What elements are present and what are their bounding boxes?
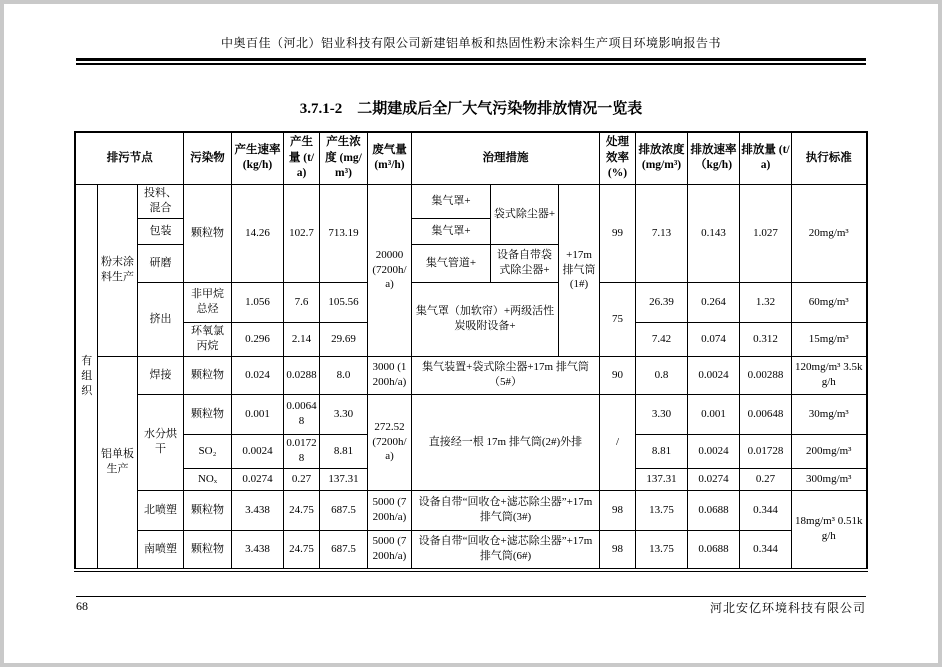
- cell-gen-rate: 3.438: [231, 530, 283, 570]
- cell-pollutant: 环氧氯丙烷: [183, 322, 231, 356]
- cell-gen-rate: 0.0274: [231, 468, 283, 490]
- cell-gen-rate: 1.056: [231, 282, 283, 322]
- cell-emis-amount: 0.27: [740, 468, 792, 490]
- cell-emis-amount: 1.027: [740, 184, 792, 282]
- cell-gas-volume: 5000 (7200h/a): [367, 530, 411, 570]
- cell-emis-rate: 0.074: [688, 322, 740, 356]
- col-header-gen-conc: 产生浓度 (mg/m³): [319, 132, 367, 184]
- cell-gen-amount: 24.75: [283, 490, 319, 530]
- cell-gen-conc: 713.19: [319, 184, 367, 282]
- table-row: [75, 394, 866, 434]
- group-powder-coating: 粉末涂料生产: [97, 184, 137, 356]
- cell-emis-rate: 0.001: [688, 394, 740, 434]
- cell-node: 挤出: [137, 282, 183, 356]
- cell-gen-amount: 102.7: [283, 184, 319, 282]
- cell-gen-conc: 687.5: [319, 530, 367, 570]
- cell-gen-amount: 24.75: [283, 530, 319, 570]
- cell-emis-rate: 0.0024: [688, 356, 740, 394]
- cell-gen-conc: 3.30: [319, 394, 367, 434]
- cell-gen-amount: 0.27: [283, 468, 319, 490]
- cell-treatment-2: 设备自带袋式除尘器+: [490, 244, 558, 282]
- cell-gen-rate: 0.001: [231, 394, 283, 434]
- cell-treatment: 设备自带“回收仓+滤芯除尘器”+17m 排气筒(3#): [411, 490, 599, 530]
- cell-emis-amount: 0.344: [740, 530, 792, 570]
- cell-gen-conc: 8.0: [319, 356, 367, 394]
- col-header-treatment: 治理措施: [411, 132, 599, 184]
- col-header-emis-conc: 排放浓度 (mg/m³): [636, 132, 688, 184]
- footer-company-name: 河北安亿环境科技有限公司: [709, 601, 866, 615]
- cell-pollutant: 颗粒物: [183, 530, 231, 570]
- cell-node: 水分烘干: [137, 394, 183, 490]
- cell-emis-conc: 0.8: [636, 356, 688, 394]
- cell-gen-amount: 2.14: [283, 322, 319, 356]
- cell-node: 投料、混合: [137, 184, 183, 218]
- page-number: 68: [76, 599, 88, 613]
- cell-pollutant: SO₂: [183, 434, 231, 468]
- cell-emis-conc: 13.75: [636, 530, 688, 570]
- cell-pollutant: 非甲烷总烃: [183, 282, 231, 322]
- cell-gen-rate: 3.438: [231, 490, 283, 530]
- cell-treatment-1: 集气罩+: [411, 218, 490, 244]
- col-header-gen-rate: 产生速率(kg/h): [231, 132, 283, 184]
- cell-emis-amount: 0.01728: [740, 434, 792, 468]
- page-footer: [76, 596, 866, 616]
- col-header-gen-amount: 产生量 (t/a): [283, 132, 319, 184]
- cell-treatment: 设备自带“回收仓+滤芯除尘器”+17m 排气筒(6#): [411, 530, 599, 570]
- cell-efficiency: 98: [600, 530, 636, 570]
- cell-gen-amount: 0.0288: [283, 356, 319, 394]
- cell-pollutant: 颗粒物: [183, 490, 231, 530]
- cell-emis-amount: 0.312: [740, 322, 792, 356]
- table-caption: 3.7.1-2 二期建成后全厂大气污染物排放情况一览表: [299, 101, 643, 117]
- cell-treatment-3: +17m 排气筒(1#): [558, 184, 599, 356]
- col-header-standard: 执行标准: [792, 132, 867, 184]
- cell-gen-conc: 8.81: [319, 434, 367, 468]
- cell-gen-amount: 7.6: [283, 282, 319, 322]
- cell-standard: 200mg/m³: [792, 434, 867, 468]
- header-rule-bottom: [76, 63, 866, 65]
- cell-gas-volume: 272.52 (7200h/a): [367, 394, 411, 490]
- cell-treatment: 集气装置+袋式除尘器+17m 排气筒（5#）: [411, 356, 599, 394]
- table-row: [75, 490, 866, 530]
- header-rule-top: [76, 58, 866, 61]
- cell-standard: 20mg/m³: [792, 184, 867, 282]
- col-header-node: 排污节点: [75, 132, 183, 184]
- cell-standard: 15mg/m³: [792, 322, 867, 356]
- cell-pollutant: 颗粒物: [183, 356, 231, 394]
- cell-emis-rate: 0.264: [688, 282, 740, 322]
- cell-node: 包装: [137, 218, 183, 244]
- cell-node: 北喷塑: [137, 490, 183, 530]
- col-header-pollutant: 污染物: [183, 132, 231, 184]
- cell-standard: 120mg/m³ 3.5kg/h: [792, 356, 867, 394]
- cell-gen-amount: 0.00648: [283, 394, 319, 434]
- cell-efficiency: 98: [600, 490, 636, 530]
- cell-treatment-2: 袋式除尘器+: [490, 184, 558, 244]
- cell-emis-rate: 0.143: [688, 184, 740, 282]
- emissions-table: [74, 131, 867, 572]
- cell-efficiency: 90: [600, 356, 636, 394]
- cell-gen-rate: 0.024: [231, 356, 283, 394]
- table-row: [75, 356, 866, 394]
- document-header-title: 中奥百佳（河北）铝业科技有限公司新建铝单板和热固性粉末涂料生产项目环境影响报告书: [220, 36, 721, 50]
- cell-gen-rate: 0.296: [231, 322, 283, 356]
- cell-standard: 300mg/m³: [792, 468, 867, 490]
- table-header-row: [75, 132, 866, 184]
- cell-gas-volume: 3000 (1200h/a): [367, 356, 411, 394]
- cell-emis-conc: 3.30: [636, 394, 688, 434]
- cell-efficiency: 75: [600, 282, 636, 356]
- cell-emis-conc: 7.42: [636, 322, 688, 356]
- cell-treatment-1: 集气罩+: [411, 184, 490, 218]
- group-organized: 有组织: [75, 184, 97, 570]
- cell-gen-conc: 29.69: [319, 322, 367, 356]
- cell-treatment: 集气罩（加软帘）+两级活性炭吸附设备+: [411, 282, 558, 356]
- cell-emis-amount: 0.00648: [740, 394, 792, 434]
- col-header-emis-amount: 排放量 (t/a): [740, 132, 792, 184]
- cell-gen-rate: 14.26: [231, 184, 283, 282]
- cell-gas-volume: 5000 (7200h/a): [367, 490, 411, 530]
- group-aluminum-panel: 铝单板生产: [97, 356, 137, 570]
- cell-pollutant: NOₓ: [183, 468, 231, 490]
- cell-gen-amount: 0.01728: [283, 434, 319, 468]
- header-divider: [76, 58, 866, 65]
- cell-emis-rate: 0.0274: [688, 468, 740, 490]
- cell-gas-volume: 20000 (7200h/a): [367, 184, 411, 356]
- cell-pollutant: 颗粒物: [183, 184, 231, 282]
- cell-node: 焊接: [137, 356, 183, 394]
- cell-emis-conc: 7.13: [636, 184, 688, 282]
- cell-emis-rate: 0.0688: [688, 530, 740, 570]
- table-row: [75, 530, 866, 570]
- cell-emis-rate: 0.0024: [688, 434, 740, 468]
- cell-standard: 60mg/m³: [792, 282, 867, 322]
- cell-gen-rate: 0.0024: [231, 434, 283, 468]
- cell-emis-conc: 13.75: [636, 490, 688, 530]
- cell-node: 研磨: [137, 244, 183, 282]
- cell-treatment-1: 集气管道+: [411, 244, 490, 282]
- col-header-gas-volume: 废气量 (m³/h): [367, 132, 411, 184]
- table-row: [75, 184, 866, 218]
- cell-standard: 18mg/m³ 0.51kg/h: [792, 490, 867, 570]
- cell-treatment: 直接经一根 17m 排气筒(2#)外排: [411, 394, 599, 490]
- col-header-efficiency: 处理效率(%): [600, 132, 636, 184]
- cell-standard: 30mg/m³: [792, 394, 867, 434]
- cell-emis-amount: 1.32: [740, 282, 792, 322]
- cell-gen-conc: 105.56: [319, 282, 367, 322]
- cell-emis-conc: 137.31: [636, 468, 688, 490]
- col-header-emis-rate: 排放速率 （kg/h): [688, 132, 740, 184]
- cell-emis-amount: 0.344: [740, 490, 792, 530]
- cell-gen-conc: 687.5: [319, 490, 367, 530]
- cell-gen-conc: 137.31: [319, 468, 367, 490]
- cell-emis-rate: 0.0688: [688, 490, 740, 530]
- table-row: [75, 282, 866, 322]
- cell-emis-amount: 0.00288: [740, 356, 792, 394]
- cell-emis-conc: 8.81: [636, 434, 688, 468]
- cell-node: 南喷塑: [137, 530, 183, 570]
- cell-emis-conc: 26.39: [636, 282, 688, 322]
- cell-efficiency: 99: [600, 184, 636, 282]
- cell-pollutant: 颗粒物: [183, 394, 231, 434]
- cell-efficiency: /: [600, 394, 636, 490]
